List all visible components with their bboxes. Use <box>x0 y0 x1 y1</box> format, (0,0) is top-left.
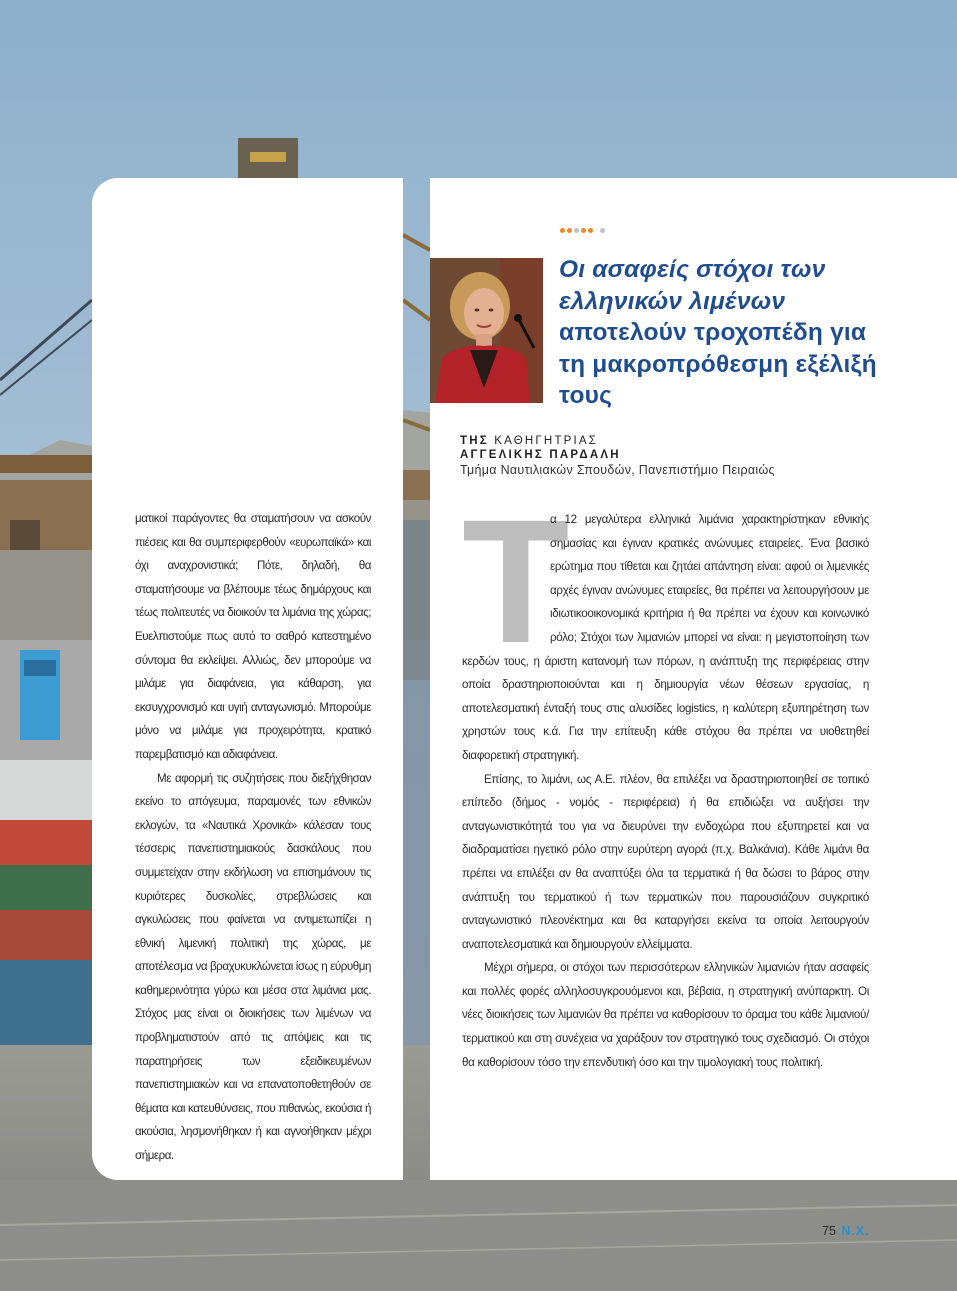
left-column-text <box>135 507 371 1168</box>
article-title <box>559 254 889 412</box>
article-title-rest: αποτελούν τροχοπέδη για τη μακροπρόθεσμη εξέλιξή τους <box>559 319 877 409</box>
decorative-dots-icon <box>560 228 610 236</box>
article-title-italic: Οι ασαφείς στόχοι των ελληνικών λιμένων <box>559 256 826 315</box>
author-byline <box>460 434 900 478</box>
right-paragraph: Μέχρι σήμερα, οι στόχοι των περισσότερων ελληνικών λιμανιών ήταν ασαφείς και πολλές φορές αλληλοσυγκρουόμενοι και, βέβαια, η στρατηγική ανύπαρκτη. Οι νέες διοικήσεις των λιμανιών θα πρέπει να καθορίσουν το όραμα του κάθε λιμανιού/τερματικού και στη συνέχεια να χαράξουν τον στρατηγικό τους σχεδιασμό. Οι στόχοι θα καθορίσουν τόσο την επενδυτική όσο και την τιμολογιακή τους πολιτική. <box>462 961 869 1069</box>
left-paragraph: Με αφορμή τις συζητήσεις που διεξήχθησαν εκείνο το απόγευμα, παραμονές των εθνικών εκλογών, τα «Ναυτικά Χρονικά» κάλεσαν τους τέσσερις πανεπιστημιακούς δασκάλους που συμμετείχαν στην εκδήλωση να επισημάνουν τις κυριότερες δυσκολίες, στρεβλώσεις και αγκυλώσεις που φαίνεται να αντιμετωπίζει η εθνική λιμενική πολιτική της χώρας, με αποτέλεσμα να βραχυκυκλώνεται ίσως η εύρυθμη καθημερινότητα γύρω και μέσα στα λιμάνια μας. Στόχος μας είναι οι διοικήσεις των λιμένων να προβληματιστούν από τις απόψεις και τις παρατηρήσεις των εξειδικευμένων πανεπιστημιακών και να επανατοποθετηθούν σε θέματα και κατευθύνσεις, που πιθανώς, εκούσια ή ακούσια, λησμονήθηκαν ή και αγνοήθηκαν μέχρι σήμερα. <box>135 771 371 1163</box>
byline-affiliation: Τμήμα Ναυτιλιακών Σπουδών, Πανεπιστήμιο Πειραιώς <box>460 463 775 477</box>
magazine-logo: Ν.Χ. <box>841 1224 870 1238</box>
page-number-value: 75 <box>822 1224 836 1238</box>
byline-role: ΚΑΘΗΓΗΤΡΙΑΣ <box>494 435 599 447</box>
right-paragraph: Επίσης, το λιμάνι, ως Α.Ε. πλέον, θα επιλέξει να δραστηριοποιηθεί σε τοπικό επίπεδο (δήμος - νομός - περιφέρεια) ή θα επιδιώξει να αυξήσει την ανταγωνιστικότητά του για να διευρύνει την ενδοχώρα που εξυπηρετεί και να διαδραματίσει ηγετικό ρόλο στην ευρύτερη αγορά (π.χ. Βαλκάνια). Κάθε λιμάνι θα πρέπει να επιλέξει αν θα αναπτύξει όλα τα τερματικά ή θα δώσει το βάρος στην ανάπτυξη του τερματικού ή των τερματικών που παρουσιάζουν συγκριτικό ανταγωνιστικό πλεονέκτημα και θα καταργήσει εκείνα τα οποία λειτουργούν αναποτελεσματικά και δημιουργούν ελλείμματα. <box>462 772 869 951</box>
author-portrait-photo <box>430 258 543 403</box>
byline-prefix: ΤΗΣ <box>460 435 489 447</box>
page-number <box>822 1224 870 1238</box>
byline-name: ΑΓΓΕΛΙΚΗΣ ΠΑΡΔΑΛΗ <box>460 449 621 461</box>
right-paragraph: α 12 μεγαλύτερα ελληνικά λιμάνια χαρακτηρίστηκαν εθνικής σημασίας και έγιναν κρατικές ανώνυμες εταιρείες. Ένα βασικό ερώτημα που τίθεται και ζητάει απάντηση είναι: αφού οι λιμενικές αρχές έγιναν ανώνυμες εταιρείες, θα πρέπει να λειτουργήσουν με ιδιωτικοοικονομικά κριτήρια ή θα πρέπει να έχουν και κοινωνικό ρόλο; Στόχοι των λιμανιών μπορεί να είναι: η μεγιστοποίηση των κερδών τους, η άριστη κατανομή των πόρων, η ανάπτυξη της περιφέρειας στην οποία δραστηριοποιούνται και η δημιουργία νέων θέσεων εργασίας, η αποτελεσματική ένταξή τους στις αλυσίδες logistics, η καλύτερη εξυπηρέτηση των χρηστών τους κ.ά. Για την επίτευξη κάθε στόχου θα πρέπει να υιοθετηθεί διαφορετική στρατηγική. <box>462 513 869 762</box>
right-column-text <box>462 508 869 1074</box>
left-paragraph: ματικοί παράγοντες θα σταματήσουν να ασκούν πιέσεις και θα συμπεριφερθούν «ευρωπαϊκά» και όχι αναχρονιστικά; Πότε, δηλαδή, θα σταματήσουμε να βλέπουμε τέως δημάρχους και τέως πολιτευτές να διοικούν τα λιμάνια της χώρας; Ευελπιστούμε πως αυτό το σαθρό κατεστημένο σύντομα θα εκλείψει. Αλλιώς, δεν μπορούμε να μιλάμε για διαφάνεια, για κάθαρση, για εκσυγχρονισμό και υγιή ανταγωνισμό. Μπορούμε μόνο να μιλάμε για προχειρότητα, κρατικό παρεμβατισμό και αδιαφάνεια. <box>135 512 371 761</box>
drop-cap-text: Τ <box>462 484 570 680</box>
